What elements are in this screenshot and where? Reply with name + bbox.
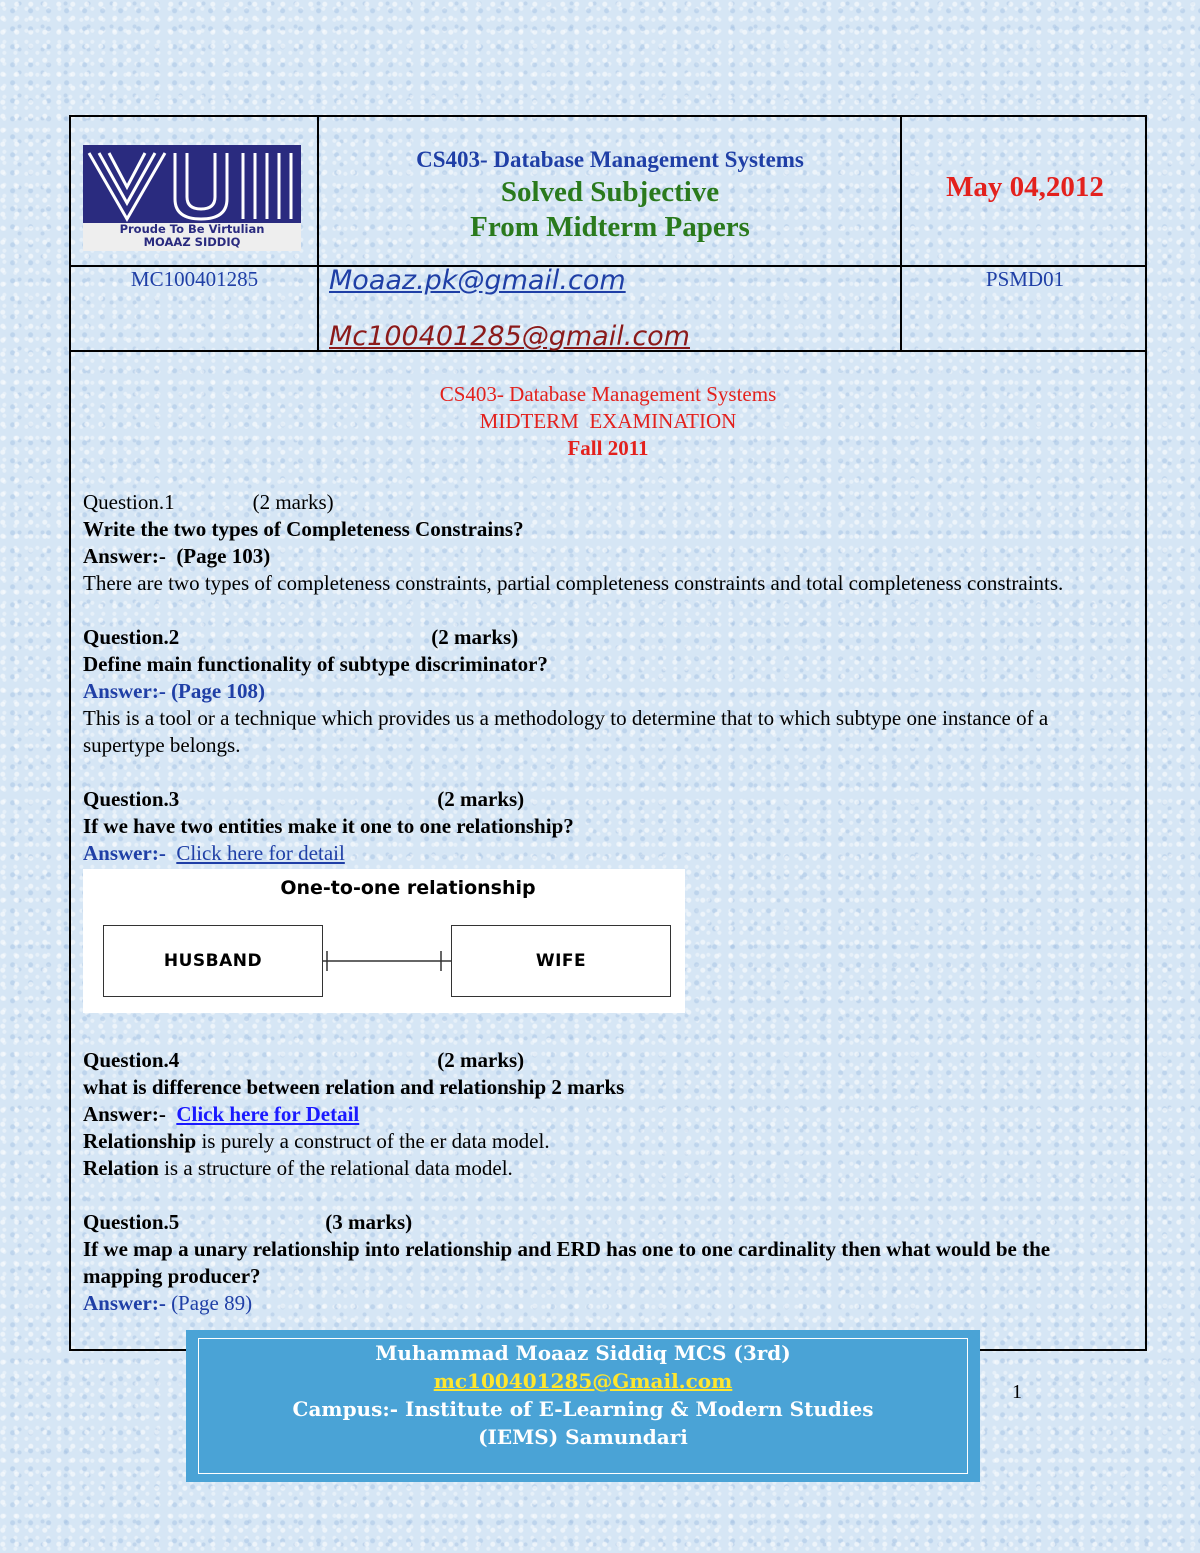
question-label: Question.3	[83, 787, 180, 811]
footer-email-link[interactable]: mc100401285@Gmail.com	[433, 1369, 733, 1393]
page-number: 1	[1012, 1381, 1022, 1403]
exam-course: CS403- Database Management Systems	[439, 382, 777, 406]
subtitle-line-2: From Midterm Papers	[470, 211, 750, 243]
term: Relation	[83, 1156, 159, 1180]
detail-link[interactable]: Click here for detail	[176, 841, 345, 865]
question-5	[83, 1209, 1133, 1317]
exam-heading	[83, 381, 1133, 462]
document-date: May 04,2012	[946, 171, 1104, 203]
email-link-secondary[interactable]: Mc100401285@gmail.com	[329, 321, 690, 352]
logo-author: MOAAZ SIDDIQ	[143, 235, 241, 249]
email-link-primary[interactable]: Moaaz.pk@gmail.com	[329, 265, 626, 296]
question-3	[83, 786, 1133, 867]
definition-relation	[83, 1155, 1133, 1182]
question-header	[83, 1209, 1133, 1236]
question-marks: (3 marks)	[325, 1210, 413, 1234]
answer-label: Answer:-	[83, 544, 166, 568]
answer-page-ref: (Page 108)	[171, 679, 265, 703]
question-marks: (2 marks)	[431, 625, 519, 649]
exam-term: Fall 2011	[567, 436, 649, 460]
footer-campus: Campus:- Institute of E-Learning & Modern Studies	[292, 1397, 874, 1421]
answer-label: Answer:-	[83, 1291, 166, 1315]
footer-city: (IEMS) Samundari	[478, 1425, 688, 1449]
question-4	[83, 1047, 1133, 1182]
diagram-title: One-to-one relationship	[280, 877, 536, 899]
vu-logo-mark	[83, 145, 301, 225]
answer-heading	[83, 678, 1133, 705]
document-code: PSMD01	[985, 267, 1065, 291]
exam-type: MIDTERM EXAMINATION	[479, 409, 737, 433]
answer-heading	[83, 543, 1133, 570]
question-header	[83, 624, 1133, 651]
course-title: CS403- Database Management Systems	[416, 147, 804, 172]
answer-label: Answer:-	[83, 679, 166, 703]
question-text: If we have two entities make it one to one relationship?	[83, 814, 574, 838]
definition-relationship	[83, 1128, 1133, 1155]
definition: is purely a construct of the er data model.	[196, 1129, 550, 1153]
definition: is a structure of the relational data model.	[158, 1156, 513, 1180]
document-body	[83, 381, 1133, 1317]
vu-logo-caption	[83, 223, 301, 251]
vu-logo-icon	[83, 145, 301, 225]
question-text: what is difference between relation and relationship 2 marks	[83, 1075, 625, 1099]
student-id: MC100401285	[130, 267, 259, 291]
vu-logo	[83, 145, 301, 251]
answer-label: Answer:-	[83, 1102, 166, 1126]
answer-body: There are two types of completeness constraints, partial completeness constraints and total completeness constraints.	[83, 571, 1064, 595]
logo-tagline: Proude To Be Virtulian	[119, 222, 265, 236]
question-label: Question.1	[83, 490, 175, 514]
question-label: Question.5	[83, 1210, 180, 1234]
question-header	[83, 1047, 1133, 1074]
answer-page-ref: (Page 89)	[171, 1291, 253, 1315]
question-2	[83, 624, 1133, 759]
term: Relationship	[83, 1129, 197, 1153]
question-text: Write the two types of Completeness Constrains?	[83, 517, 524, 541]
one-to-one-diagram	[83, 869, 685, 1013]
answer-body: This is a tool or a technique which provides us a methodology to determine that to which subtype one instance of a supertype belongs.	[83, 706, 1049, 757]
question-marks: (2 marks)	[437, 1048, 525, 1072]
footer-content	[198, 1338, 968, 1474]
question-text: Define main functionality of subtype discriminator?	[83, 652, 548, 676]
question-header	[83, 786, 1133, 813]
question-marks: (2 marks)	[437, 787, 525, 811]
answer-heading	[83, 1290, 1133, 1317]
detail-link[interactable]: Click here for Detail	[176, 1102, 360, 1126]
entity-wife: WIFE	[451, 925, 671, 997]
relationship-connector-icon	[323, 949, 451, 973]
header-title-block	[319, 145, 901, 245]
answer-label: Answer:-	[83, 841, 166, 865]
answer-page-ref: (Page 103)	[176, 544, 271, 568]
question-marks: (2 marks)	[252, 490, 334, 514]
answer-heading	[83, 1101, 1133, 1128]
question-header	[83, 489, 1133, 516]
document-frame	[69, 115, 1147, 1351]
question-label: Question.4	[83, 1048, 180, 1072]
question-1	[83, 489, 1133, 597]
answer-heading	[83, 840, 1133, 867]
entity-husband: HUSBAND	[103, 925, 323, 997]
question-text: If we map a unary relationship into relationship and ERD has one to one cardinality then what would be the mapping producer?	[83, 1237, 1051, 1288]
subtitle-line-1: Solved Subjective	[500, 176, 720, 208]
question-label: Question.2	[83, 625, 180, 649]
footer-banner	[186, 1330, 980, 1482]
footer-author: Muhammad Moaaz Siddiq MCS (3rd)	[375, 1341, 791, 1365]
